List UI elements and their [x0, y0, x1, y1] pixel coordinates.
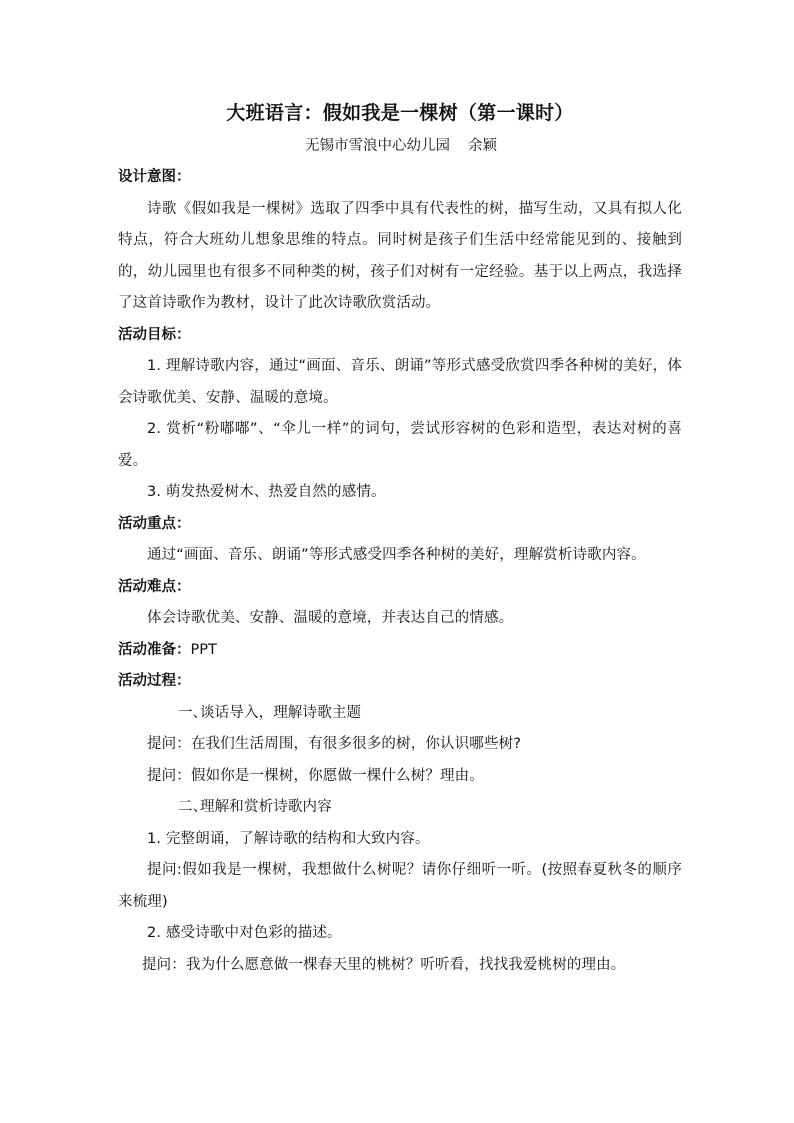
school-name: 无锡市雪浪中心幼儿园 — [305, 138, 450, 154]
preparation-value: PPT — [190, 641, 217, 658]
difficulties-text: 体会诗歌优美、安静、温暖的意境，并表达自己的情感。 — [147, 610, 514, 626]
step-2-sub-2: 2. 感受诗歌中对色彩的描述。 — [147, 925, 342, 941]
goals-heading: 活动目标： — [118, 326, 191, 343]
preparation-line — [118, 635, 682, 667]
document-title: 大班语言：假如我是一棵树（第一课时） — [226, 102, 574, 124]
key-points-text: 通过“画面、音乐、朗诵”等形式感受四季各种树的美好，理解赏析诗歌内容。 — [147, 547, 646, 563]
step-2-question-2: 提问：我为什么愿意做一棵春天里的桃树？听听看，找找我爱桃树的理由。 — [142, 956, 626, 973]
step-1-question-2: 提问：假如你是一棵树，你愿做一棵什么树？理由。 — [147, 767, 484, 784]
step-1-title — [118, 698, 682, 730]
goal-item: 2. 赏析“粉嘟嘟”、“伞儿一样”的词句，尝试形容树的色彩和造型，表达对树的喜爱。 — [118, 421, 682, 469]
step-2-text: 理解和赏析诗歌内容 — [200, 799, 332, 815]
design-intent-text: 诗歌《假如我是一棵树》选取了四季中具有代表性的树，描写生动，又具有拟人化特点，符合大班幼儿想象思维的特点。同时树是孩子们生活中经常能见到的、接触到的，幼儿园里也有很多不同种类的树，孩子们对树有一定经验。基于以上两点，我选择了这首诗歌作为教材，设计了此次诗歌欣赏活动。 — [118, 200, 682, 311]
step-1-question-1: 提问：在我们生活周围，有很多很多的树，你认识哪些树? — [147, 736, 522, 752]
step-2-title — [118, 792, 682, 824]
author-name: 余颖 — [468, 138, 497, 154]
key-points-heading: 活动重点： — [118, 515, 191, 532]
preparation-heading: 活动准备： — [118, 641, 191, 658]
step-2-number: 二、 — [178, 799, 208, 815]
design-intent-heading: 设计意图： — [118, 169, 191, 185]
step-1-number: 一、 — [178, 704, 208, 721]
process-heading: 活动过程： — [118, 673, 191, 689]
step-1-text: 谈话导入，理解诗歌主题 — [200, 704, 362, 721]
difficulties-heading: 活动难点： — [118, 578, 191, 595]
step-2-question-1: 提问:假如我是一棵树，我想做什么树呢？请你仔细听一听。(按照春夏秋冬的顺序来梳理) — [118, 862, 682, 910]
document-page — [118, 96, 682, 981]
goal-item: 3. 萌发热爱树木、热爱自然的感情。 — [147, 484, 386, 500]
goal-item: 1. 理解诗歌内容，通过“画面、音乐、朗诵”等形式感受欣赏四季各种树的美好，体会诗歌优美、安静、温暖的意境。 — [118, 358, 682, 406]
step-2-sub-1: 1. 完整朗诵，了解诗歌的结构和大致内容。 — [147, 830, 430, 847]
byline — [120, 130, 682, 162]
